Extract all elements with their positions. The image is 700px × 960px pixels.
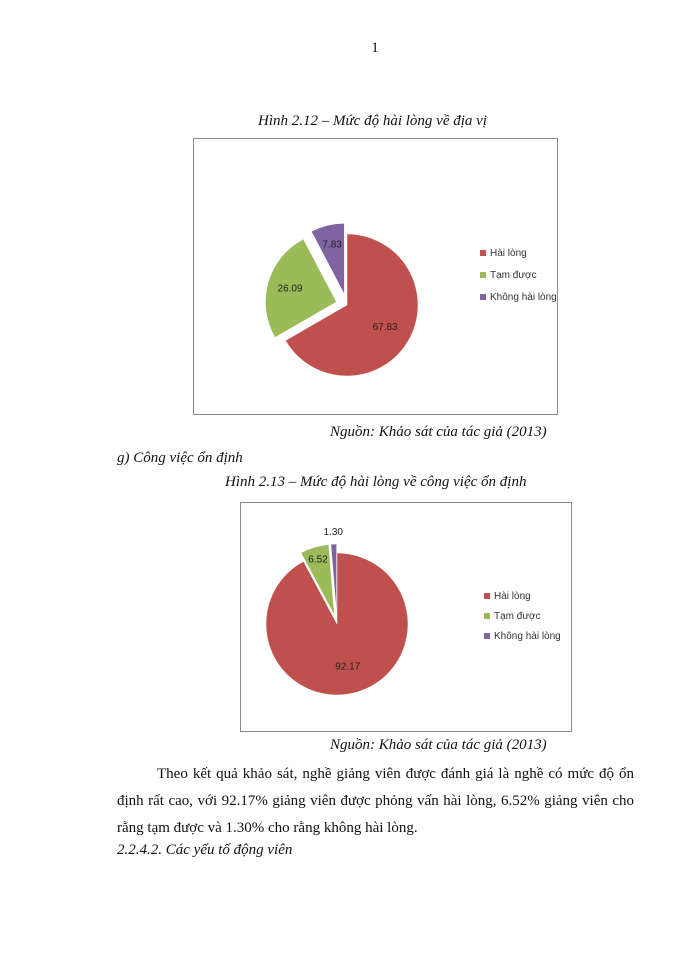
chart2-legend-swatch-tam-duoc <box>484 613 490 619</box>
subsection-heading: 2.2.4.2. Các yếu tố động viên <box>117 842 293 858</box>
chart2-legend-hai-long: Hài lòng <box>494 591 531 602</box>
body-paragraph-text: Theo kết quả khảo sát, nghề giảng viên được đánh giá là nghề có mức độ ổn định rất cao, với 92.17% giảng viên được phỏng vấn hài lòng, 6.52% giảng viên cho rằng tạm được và 1.30% cho rằng không hài lòng. <box>117 766 634 836</box>
figure-2-chart <box>240 502 572 732</box>
chart1-legend-swatch-tam-duoc <box>480 272 486 278</box>
figure-1-caption: Hình 2.12 – Mức độ hài lòng về địa vị <box>258 113 487 129</box>
page-number: 1 <box>371 40 379 56</box>
section-heading-g: g) Công việc ổn định <box>117 450 243 466</box>
chart1-legend-khong-hai-long: Không hài lòng <box>490 292 557 303</box>
figure-2-pie-svg <box>241 503 571 731</box>
figure-1-source: Nguồn: Khảo sát của tác giả (2013) <box>330 424 547 440</box>
chart2-slice-hai-long <box>266 553 408 695</box>
chart2-legend-tam-duoc: Tạm được <box>494 611 541 622</box>
chart1-legend-swatch-hai-long <box>480 250 486 256</box>
figure-2-source: Nguồn: Khảo sát của tác giả (2013) <box>330 737 547 753</box>
chart1-label-tam-duoc: 26.09 <box>277 283 303 295</box>
chart2-label-hai-long: 92.17 <box>335 661 361 673</box>
chart2-label-tam-duoc: 6.52 <box>308 554 328 566</box>
figure-2-caption: Hình 2.13 – Mức độ hài lòng về công việc ổn định <box>225 474 527 490</box>
chart2-legend-swatch-khong-hai-long <box>484 633 490 639</box>
figure-1-pie-svg <box>194 139 557 414</box>
chart1-legend-hai-long: Hài lòng <box>490 248 527 259</box>
chart2-label-khong-hai-long: 1.30 <box>323 527 343 539</box>
chart1-legend-swatch-khong-hai-long <box>480 294 486 300</box>
chart2-legend-swatch-hai-long <box>484 593 490 599</box>
chart1-label-khong-hai-long: 7.83 <box>322 239 342 251</box>
chart1-legend-tam-duoc: Tạm được <box>490 270 537 281</box>
chart2-legend-khong-hai-long: Không hài lòng <box>494 631 561 642</box>
figure-1-chart <box>193 138 558 415</box>
body-paragraph <box>117 761 634 842</box>
chart1-label-hai-long: 67.83 <box>372 322 398 334</box>
